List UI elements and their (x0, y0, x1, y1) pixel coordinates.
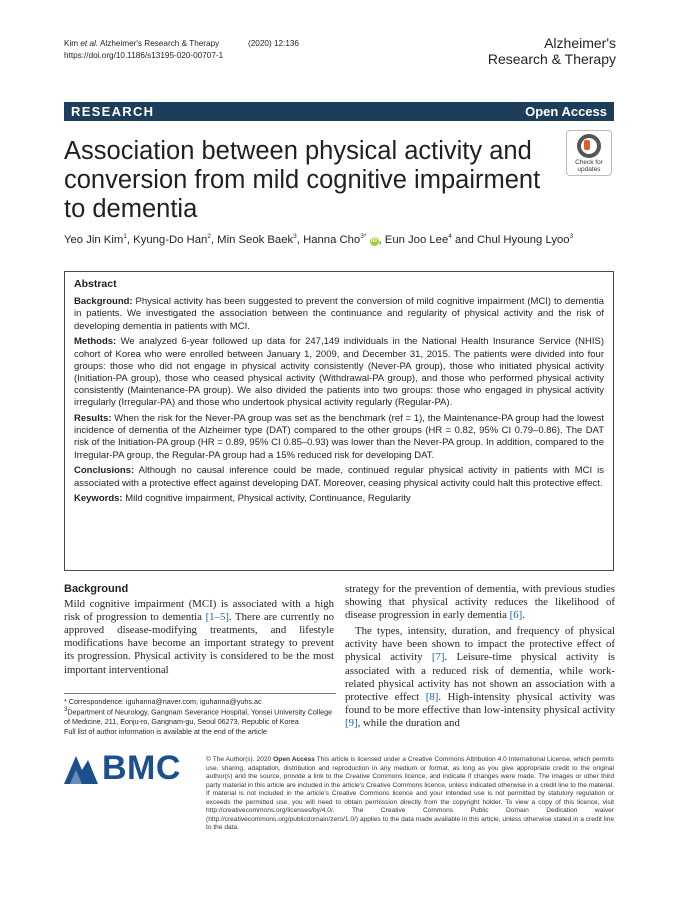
author-name[interactable]: Yeo Jin Kim (64, 233, 124, 246)
author-affiliation: 3 (293, 233, 297, 240)
body-column-left (64, 583, 334, 677)
author-affiliation: 4 (448, 233, 452, 240)
author-affiliation: 2 (207, 233, 211, 240)
author-name[interactable]: Kyung-Do Han (133, 233, 208, 246)
citation-year: (2020) 12:136 (248, 39, 299, 48)
open-access-label: Open Access (525, 104, 607, 119)
section-heading: Background (64, 583, 129, 595)
article-type-banner (64, 102, 614, 121)
body-column-right (345, 583, 615, 730)
article-type: RESEARCH (71, 104, 155, 119)
body-paragraph: strategy for the prevention of dementia, with previous studies showing that physical activity reduces the likelihood of disease progression in early dementia [6]. (345, 583, 615, 622)
doi-link[interactable]: https://doi.org/10.1186/s13195-020-00707-1 (64, 51, 224, 60)
citation-authors: Kim (64, 39, 81, 48)
author-affiliation: 1 (123, 233, 127, 240)
footnote (64, 693, 336, 736)
check-updates-line2: updates (577, 166, 601, 173)
abstract-heading: Abstract (74, 278, 117, 290)
journal-line1: Alzheimer's (544, 35, 616, 51)
author-affiliation: 3* (360, 233, 367, 240)
citation-link[interactable]: [7] (431, 651, 445, 664)
check-for-updates-badge[interactable] (566, 130, 612, 176)
body-paragraph: Mild cognitive impairment (MCI) is associated with a high risk of progression to dementia [1–5]. There are currently no approved disease-modifying treatments, and lifestyle modifications have become an important strategy to prevent its progression. Physical activity is considered to be the most important interventional (64, 598, 334, 676)
author-name[interactable]: Chul Hyoung Lyoo (477, 233, 570, 246)
correspondence[interactable]: * Correspondence: iguhanna@naver.com; iguhanna@yuhs.ac (64, 697, 262, 706)
author-info-note: Full list of author information is available at the end of the article (64, 726, 267, 736)
citation-link[interactable]: [1–5] (205, 611, 229, 624)
citation-journal: Alzheimer's Research & Therapy (98, 39, 220, 48)
citation-header (64, 38, 299, 62)
journal-line2: Research & Therapy (487, 50, 616, 67)
citation-link[interactable]: [6] (509, 609, 523, 622)
citation-etal: et al. (80, 39, 99, 48)
license-text: © The Author(s). 2020 Open Access This article is licensed under a Creative Commons Attribution 4.0 International License, which permits use, sharing, adaptation, distribution and reproduction in any medium or format, as long as you give appropriate credit to the original author(s) and the source, provide a link to the Creative Commons licence, and indicate if changes were made. The images or other third party material in this article are included in the article's Creative Commons licence, unless indicated otherwise in a credit line to the material. If material is not included in the article's Creative Commons licence and your intended use is not permitted by statutory regulation or exceeds the permitted use, you will need to obtain permission directly from the copyright holder. To view a copy of this licence, visit http://creativecommons.org/licenses/by/4.0/. The Creative Commons Public Domain Dedication waiver (http://creativecommons.org/publicdomain/zero/1.0/) applies to the data made available in this article, unless otherwise stated in a credit line to the data. (206, 756, 614, 831)
affiliation: $^3$Department of Neurology, Gangnam Severance Hospital, Yonsei University College of Medicine, 211, Eonju-ro, Gangnam-gu, Seoul 06273, Republic of Korea (64, 707, 333, 727)
abstract-background: Background: Physical activity has been suggested to prevent the conversion of mild cognitive impairment (MCI) to dementia in patients. We investigated the association between the continuance and regularity of physical activity and the risk of developing dementia in patients with MCI. (74, 296, 604, 332)
abstract-keywords: Keywords: Mild cognitive impairment, Physical activity, Continuance, Regularity (74, 493, 411, 505)
check-updates-icon (577, 134, 601, 158)
author-name[interactable]: Eun Joo Lee (384, 233, 449, 246)
citation-line (64, 38, 299, 50)
citation-link[interactable]: [9] (345, 716, 358, 729)
article-title: Association between physical activity and conversion from mild cognitive impairment to dementia (64, 137, 541, 223)
abstract-results: Results: When the risk for the Never-PA group was set as the benchmark (ref = 1), the Maintenance-PA group had the lowest incidence of dementia of the Alzheimer type (DAT) compared to the other groups (HR = 0.82, 95% CI 0.79–0.86). The DAT risk of the Initiation-PA group (HR = 0.89, 95% CI 0.85–0.93) was lower than the Never-PA group. In addition, compared to the Irregular-PA group, the Regular-PA group had a 15% reduced risk for developing DAT. (74, 413, 604, 461)
orcid-icon[interactable]: iD (371, 237, 378, 244)
body-paragraph: The types, intensity, duration, and frequency of physical activity have been shown to impact the protective effect of physical activity [7]. Leisure-time physical activity is associated with a reduced risk of dementia, while work-related physical activity has not shown an association with a protective effect [8]. High-intensity physical activity was found to be more effective than low-intensity physical activity [9], while the duration and (345, 625, 615, 729)
author-name[interactable]: Min Seok Baek (217, 233, 294, 246)
abstract-box (64, 271, 614, 571)
check-updates-line1: Check for (575, 159, 603, 166)
bmc-mark-icon (64, 754, 98, 784)
abstract-conclusions: Conclusions: Although no causal inference could be made, continued regular physical activity in patients with MCI is associated with a protective effect against developing DAT. Moreover, ceasing physical activity could halt this protective effect. (74, 465, 604, 489)
author-name[interactable]: Hanna Cho (303, 233, 361, 246)
author-affiliation: 3 (569, 233, 574, 240)
bmc-logo-text: BMC (102, 749, 181, 787)
journal-name (488, 36, 616, 67)
author-list: Yeo Jin Kim$^1$, Kyung-Do Han$^2$, Min Seok Baek$^3$, Hanna Cho$^{3*}$ iD , Eun Joo Lee$^4$ and Chul Hyoung Lyoo$^3$ (64, 233, 574, 246)
abstract-methods: Methods: We analyzed 6-year followed up data for 247,149 individuals in the National Health Insurance Service (NHIS) cohort of Korea who were enrolled between January 1, 2009, and December 31, 2015. The patients were divided into four groups: those who did not engage in physical activity consistently (Never-PA group), those who initiated physical activity (Initiation-PA group), those who ceased physical activity (Withdrawal-PA group), and those who performed physical activity consistently (Maintenance-PA group). We also divided the patients into two groups: those who engaged in physical activity irregularly (Irregular-PA) and those who undertook physical activity regularly (Regular-PA). (74, 336, 604, 409)
citation-link[interactable]: [8] (425, 690, 439, 703)
bmc-logo (64, 749, 194, 788)
